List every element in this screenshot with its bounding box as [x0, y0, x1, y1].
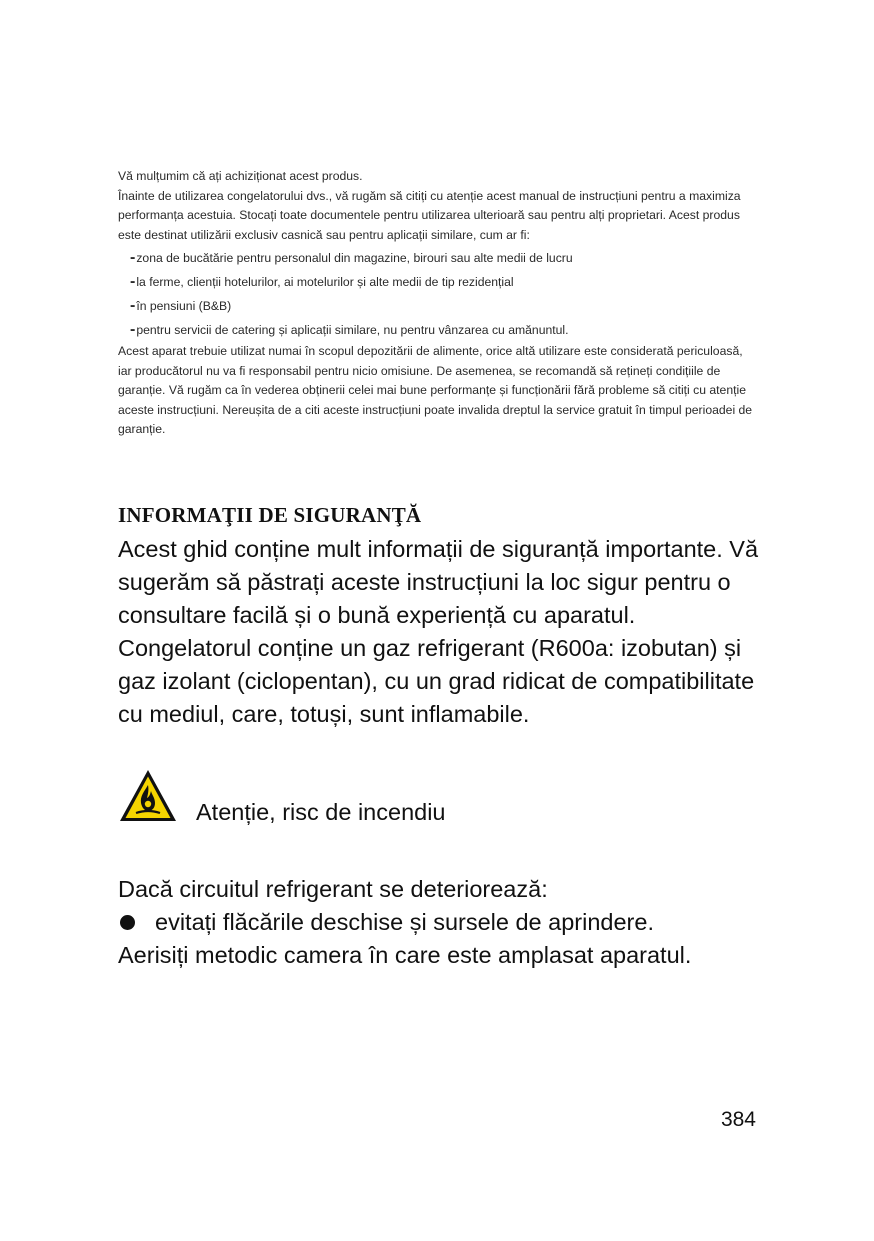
list-item: -în pensiuni (B&B) — [130, 297, 232, 314]
safety-text — [118, 533, 768, 731]
intro-section — [118, 167, 758, 440]
circuit-heading: Dacă circuitul refrigerant se deteriorează: — [118, 876, 548, 902]
page-number: 384 — [720, 1108, 756, 1131]
dash-marker: - — [130, 249, 136, 266]
warning-label: Atenție, risc de incendiu — [196, 799, 446, 825]
fire-warning — [118, 768, 718, 824]
list-item: -zona de bucătărie pentru personalul din magazine, birouri sau alte medii de lucru — [130, 249, 573, 266]
bullet-dot-icon — [120, 915, 135, 930]
intro-paragraph-2: Acest aparat trebuie utilizat numai în scopul depozitării de alimente, orice altă utilizare este considerată periculoasă, iar producătorul nu va fi responsabil pentru nicio omisiune. De asemenea, se recomandă să rețineți condițiile de garanție. Vă rugăm ca în vederea obținerii celei mai bune performanțe și funcționării fără probleme să citiți cu atenție aceste instrucțiuni. Nereușita de a citi aceste instrucțiuni poate invalida dreptul la service gratuit în timpul perioadei de garanție. — [118, 344, 753, 436]
circuit-damage-section — [118, 873, 768, 972]
fire-hazard-icon — [118, 768, 178, 824]
safety-title: INFORMAŢII DE SIGURANŢĂ — [118, 503, 422, 527]
circuit-closing: Aerisiți metodic camera în care este amplasat aparatul. — [118, 942, 692, 968]
safety-paragraph-1: Acest ghid conține mult informații de siguranță importante. Vă sugerăm să păstrați aceste instrucțiuni la loc sigur pentru o consultare facilă și o bună experiență cu aparatul. — [118, 536, 759, 628]
intro-thanks: Vă mulțumim că ați achiziționat acest produs. — [118, 169, 363, 183]
intro-usage-list — [118, 246, 758, 342]
list-item: -pentru servicii de catering și aplicații similare, nu pentru vânzarea cu amănuntul. — [130, 321, 569, 338]
dash-marker: - — [130, 273, 136, 290]
dash-marker: - — [130, 321, 136, 338]
circuit-bullet: evitați flăcările deschise și sursele de aprindere. — [118, 906, 768, 939]
dash-marker: - — [130, 297, 136, 314]
safety-paragraph-2: Congelatorul conține un gaz refrigerant (R600a: izobutan) și gaz izolant (ciclopentan), cu un grad ridicat de compatibilitate cu mediul, care, totuși, sunt inflamabile. — [118, 635, 755, 727]
intro-paragraph-1: Înainte de utilizarea congelatorului dvs., vă rugăm să citiți cu atenție acest manual de instrucțiuni pentru a maximiza performanța acestuia. Stocați toate documentele pentru utilizarea ulterioară sau pentru alți proprietari. Acest produs este destinat utilizării exclusiv casnică sau pentru aplicații similare, cum ar fi: — [118, 188, 741, 242]
list-item: -la ferme, clienții hotelurilor, ai motelurilor și alte medii de tip rezidențial — [130, 273, 514, 290]
